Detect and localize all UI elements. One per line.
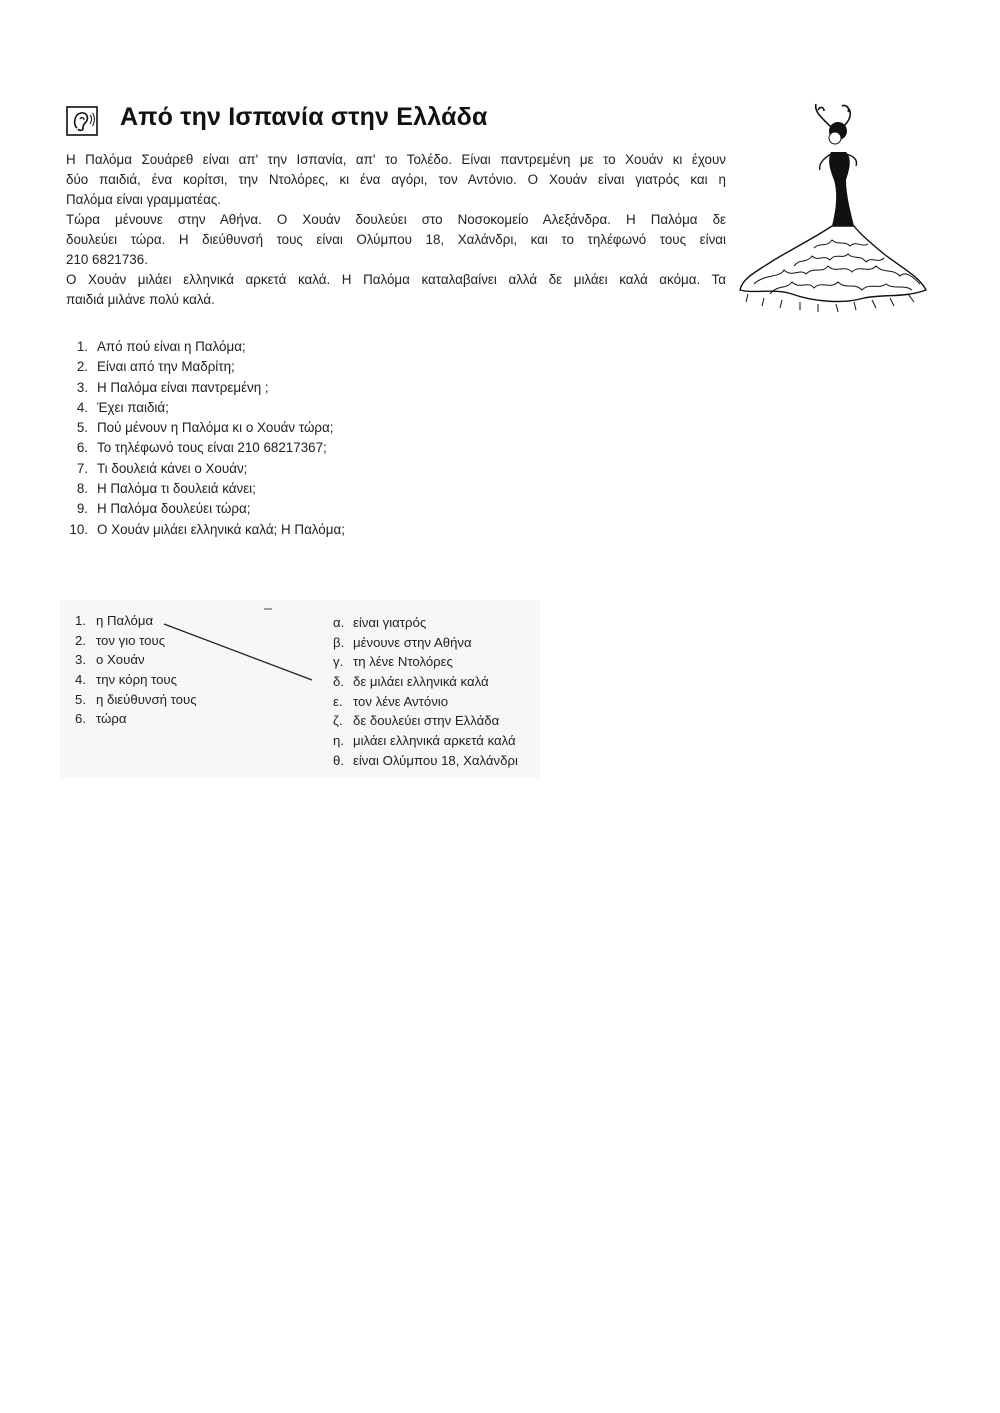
comprehension-questions: [66, 337, 345, 540]
match-right-text: δε μιλάει ελληνικά καλά: [353, 674, 489, 690]
passage-line: παιδιά μιλάνε πολύ καλά.: [66, 292, 215, 307]
match-left-number: 6.: [75, 711, 86, 727]
match-right-item[interactable]: [333, 692, 518, 712]
question-text: Η Παλόμα δουλεύει τώρα;: [97, 501, 251, 517]
match-right-letter: η.: [333, 733, 344, 749]
question-text: Από πού είναι η Παλόμα;: [97, 339, 246, 354]
question-number: 10.: [69, 521, 88, 537]
question-item: [66, 378, 345, 398]
question-text: Η Παλόμα τι δουλειά κάνει;: [97, 481, 256, 497]
question-number: 4.: [76, 399, 88, 415]
question-item: [66, 479, 345, 499]
match-left-text: τον γιο τους: [96, 632, 166, 648]
question-number: 7.: [76, 460, 88, 476]
question-number: 8.: [76, 481, 88, 497]
question-number: 5.: [76, 420, 88, 436]
question-text: Τι δουλειά κάνει ο Χουάν;: [97, 460, 248, 476]
question-text: Το τηλέφωνό τους είναι 210 68217367;: [97, 440, 327, 456]
match-left-number: 1.: [75, 613, 86, 628]
match-right-item[interactable]: [333, 711, 518, 731]
passage-line: 210 6821736.: [66, 252, 148, 267]
question-item: [66, 337, 345, 357]
question-text: Πού μένουν η Παλόμα κι ο Χουάν τώρα;: [97, 420, 334, 436]
passage-line: Ο Χουάν μιλάει ελληνικά αρκετά καλά. Η Παλόμα καταλαβαίνει αλλά δε μιλάει καλά ακόμα. Τα: [66, 272, 726, 287]
question-item: [66, 459, 345, 479]
match-left-number: 4.: [75, 672, 86, 688]
match-left-number: 3.: [75, 652, 86, 668]
reading-passage: [66, 150, 726, 310]
match-right-letter: θ.: [333, 752, 344, 768]
match-right-letter: β.: [333, 634, 345, 650]
passage-line: δουλεύει τώρα. Η διεύθυνσή τους είναι Ολύμπου 18, Χαλάνδρι, και το τηλέφωνό τους είναι: [66, 232, 726, 247]
match-left-number: 5.: [75, 691, 86, 707]
page-title: Από την Ισπανία στην Ελλάδα: [120, 103, 488, 131]
match-right-text: είναι Ολύμπου 18, Χαλάνδρι: [353, 752, 518, 768]
match-left-item[interactable]: [72, 690, 197, 710]
match-left-item[interactable]: [72, 611, 197, 631]
match-left-item[interactable]: [72, 631, 197, 651]
question-text: Έχει παιδιά;: [97, 399, 169, 415]
question-number: 2.: [76, 359, 88, 375]
passage-line: δύο παιδιά, ένα κορίτσι, την Ντολόρες, κι ένα αγόρι, τον Αντόνιο. Ο Χουάν είναι γιατρός και η: [66, 172, 726, 187]
match-right-item[interactable]: [333, 613, 518, 633]
match-left-text: ο Χουάν: [96, 652, 145, 668]
question-number: 6.: [76, 440, 88, 456]
match-right-text: είναι γιατρός: [353, 615, 427, 630]
match-left-number: 2.: [75, 632, 86, 648]
passage-line: Η Παλόμα Σουάρεθ είναι απ' την Ισπανία, απ' το Τολέδο. Είναι παντρεμένη με το Χουάν κι έχουν: [66, 152, 726, 167]
match-right-item[interactable]: [333, 672, 518, 692]
match-right-text: τη λένε Ντολόρες: [353, 654, 453, 670]
match-right-letter: ε.: [333, 693, 343, 709]
question-item: [66, 520, 345, 540]
question-number: 3.: [76, 379, 88, 395]
match-right-letter: α.: [333, 615, 345, 630]
match-left-item[interactable]: [72, 670, 197, 690]
match-right-item[interactable]: [333, 751, 518, 771]
question-item: [66, 357, 345, 377]
match-right-letter: ζ.: [333, 713, 343, 729]
match-right-letter: δ.: [333, 674, 345, 690]
ear-icon: [66, 106, 98, 136]
match-right-item[interactable]: [333, 633, 518, 653]
match-right-text: μιλάει ελληνικά αρκετά καλά: [353, 733, 516, 749]
question-text: Ο Χουάν μιλάει ελληνικά καλά; Η Παλόμα;: [97, 521, 345, 537]
match-right-item[interactable]: [333, 731, 518, 751]
match-left-item[interactable]: [72, 709, 197, 729]
matching-left-column: [72, 611, 197, 729]
matching-right-column: [333, 613, 518, 771]
question-text: Είναι από την Μαδρίτη;: [97, 359, 235, 375]
question-text: Η Παλόμα είναι παντρεμένη ;: [97, 379, 269, 395]
question-item: [66, 418, 345, 438]
match-left-text: τώρα: [96, 711, 127, 727]
passage-line: Παλόμα είναι γραμματέας.: [66, 192, 222, 207]
passage-line: Τώρα μένουνε στην Αθήνα. Ο Χουάν δουλεύει στο Νοσοκομείο Αλεξάνδρα. Η Παλόμα δε: [66, 212, 726, 227]
match-left-text: η διεύθυνσή τους: [96, 691, 197, 707]
match-right-text: δε δουλεύει στην Ελλάδα: [353, 713, 500, 729]
question-number: 9.: [76, 501, 88, 517]
question-item: [66, 499, 345, 519]
question-item: [66, 438, 345, 458]
match-right-item[interactable]: [333, 652, 518, 672]
flamenco-dancer-illustration: [734, 98, 934, 316]
match-right-letter: γ.: [333, 654, 344, 670]
question-number: 1.: [76, 339, 88, 354]
match-left-text: την κόρη τους: [96, 672, 177, 688]
match-left-text: η Παλόμα: [96, 613, 154, 628]
match-right-text: τον λένε Αντόνιο: [353, 693, 449, 709]
match-left-item[interactable]: [72, 650, 197, 670]
match-right-text: μένουνε στην Αθήνα: [353, 634, 472, 650]
question-item: [66, 398, 345, 418]
